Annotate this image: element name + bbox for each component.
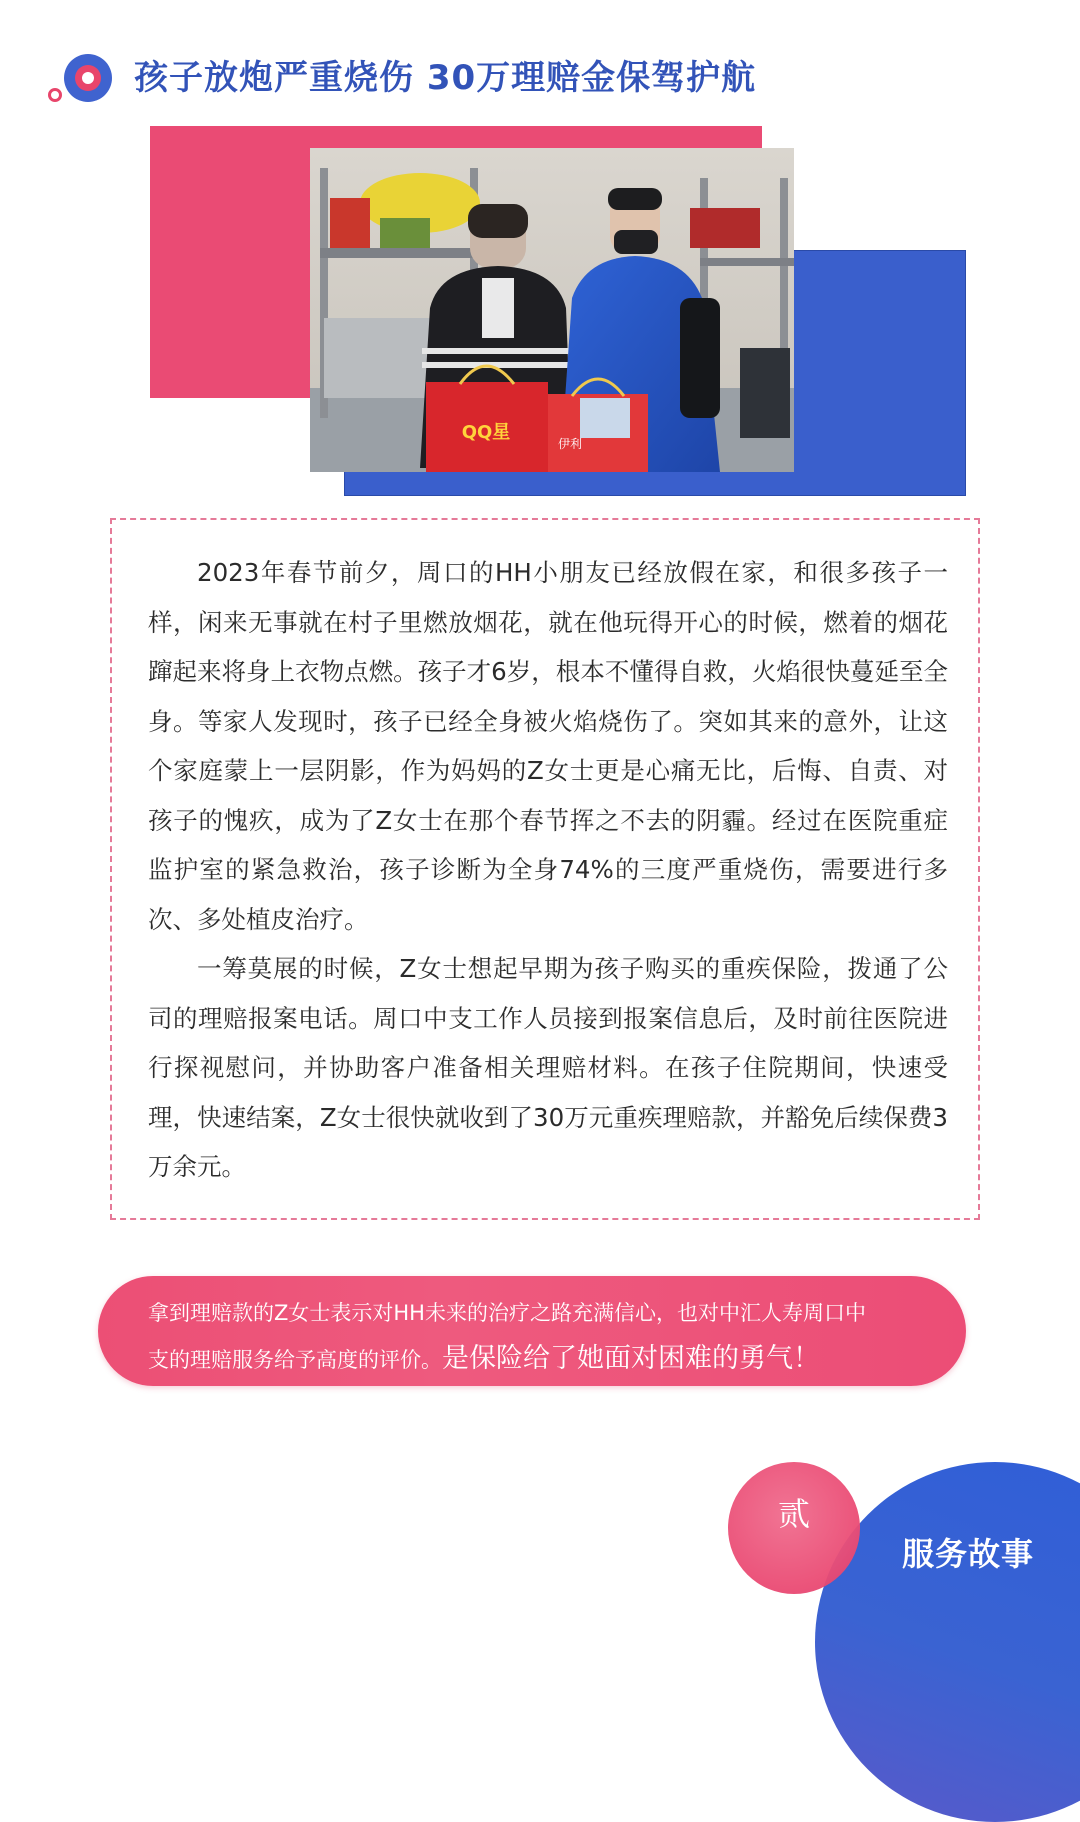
page-title: 孩子放炮严重烧伤 30万理赔金保驾护航 [134,58,757,98]
article-paragraph-1: 2023年春节前夕，周口的HH小朋友已经放假在家，和很多孩子一样，闲来无事就在村子里燃放烟花，就在他玩得开心的时候，燃着的烟花蹿起来将身上衣物点燃。孩子才6岁，根本不懂得自救，火焰很快蔓延至全身。等家人发现时，孩子已经全身被火焰烧伤了。突如其来的意外，让这个家庭蒙上一层阴影，作为妈妈的Z女士更是心痛无比，后悔、自责、对孩子的愧疚，成为了Z女士在那个春节挥之不去的阴霾。经过在医院重症监护室的紧急救治，孩子诊断为全身74%的三度严重烧伤，需要进行多次、多处植皮治疗。 [148,558,948,934]
article-box [110,518,980,1220]
quote-banner [98,1276,966,1386]
banner-line-1: 拿到理赔款的Z女士表示对HH未来的治疗之路充满信心，也对中汇人寿周口中 [148,1301,866,1325]
article-paragraph-2: 一筹莫展的时候，Z女士想起早期为孩子购买的重疾保险，拨通了公司的理赔报案电话。周口中支工作人员接到报案信息后，及时前往医院进行探视慰问，并协助客户准备相关理赔材料。在孩子住院期间，快速受理，快速结案，Z女士很快就收到了30万元重疾理赔款，并豁免后续保费3万余元。 [148,954,948,1181]
visit-photo [310,148,794,472]
banner-emphasis: 是保险给了她面对困难的勇气！ [442,1343,820,1374]
gift-box-right-text: 伊利 [557,437,583,451]
section-label: 服务故事 [902,1535,1035,1573]
gift-box-left-text: QQ星 [461,422,511,443]
article-text [148,548,948,1192]
banner-line-2-prefix: 支的理赔服务给予高度的评价。 [148,1348,442,1372]
title-circles-icon [44,52,116,104]
section-number: 贰 [777,1495,810,1533]
banner-line-2 [148,1336,926,1383]
